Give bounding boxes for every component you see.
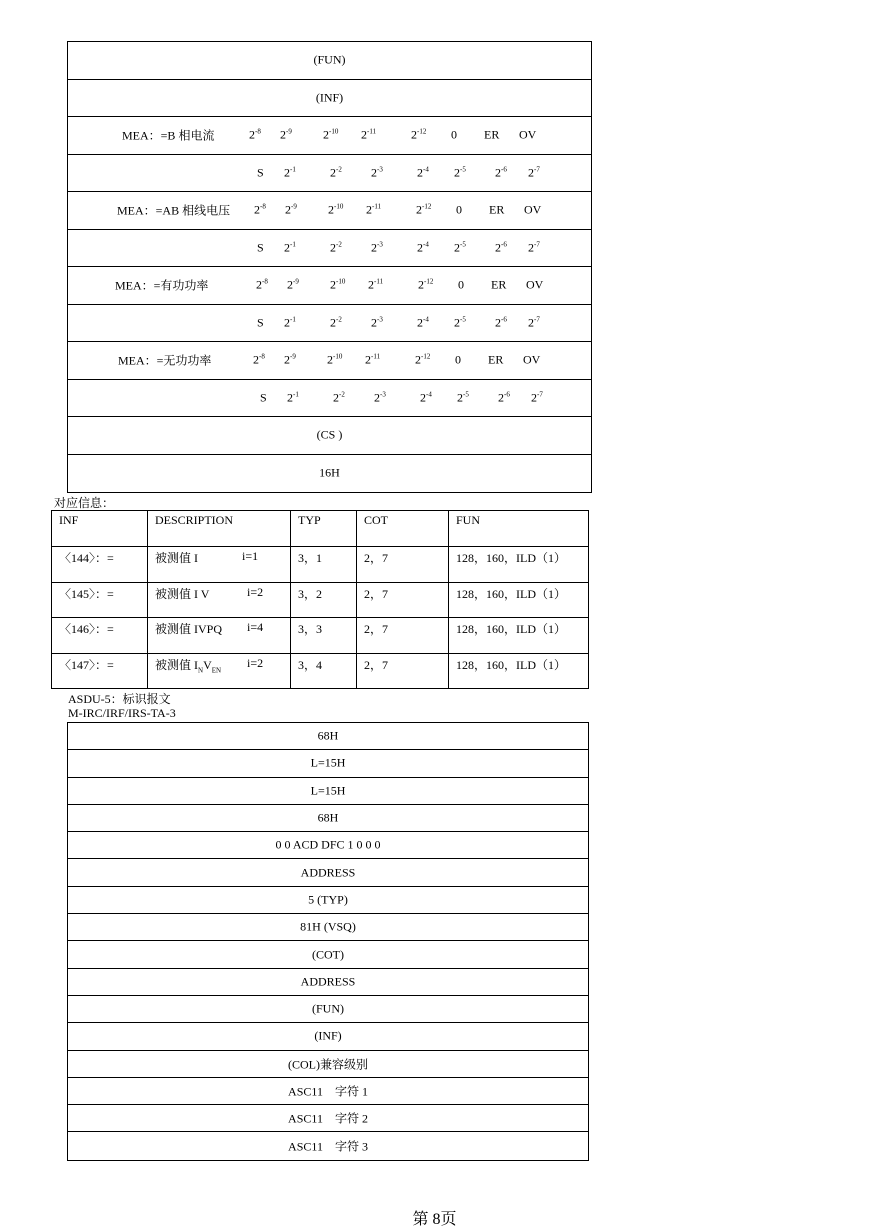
mea-ab-high-row [68, 192, 591, 230]
sign-bit: S [257, 240, 264, 255]
sign-bit: S [257, 165, 264, 180]
ascii-char-2: ASC11 字符 2 [288, 1111, 368, 1126]
frame-row-inf [68, 80, 591, 118]
bit-2e-11: $2^{-11}$ [361, 127, 377, 142]
asdu-row [68, 941, 588, 968]
measurement-frame-table [67, 41, 592, 493]
bit-2e-4: $2^{-4}$ [420, 390, 432, 405]
bit-2e-8: $2^{-8}$ [256, 277, 268, 292]
mea-p-high-row [68, 267, 591, 305]
frame-row-fun [68, 42, 591, 80]
bit-2e-2: $2^{-2}$ [333, 390, 345, 405]
header-cot: COT [364, 513, 388, 527]
bit-2e-6: $2^{-6}$ [495, 240, 507, 255]
header-fun: FUN [456, 513, 481, 527]
length-byte: L=15H [310, 755, 346, 770]
start-byte: 68H [317, 728, 339, 743]
bit-zero: 0 [458, 277, 464, 292]
bit-2e-3: $2^{-3}$ [371, 240, 383, 255]
cell-cot: 2，7 [364, 551, 389, 565]
bit-2e-6: $2^{-6}$ [495, 315, 507, 330]
bit-2e-12: $2^{-12}$ [415, 352, 431, 367]
bit-2e-9: $2^{-9}$ [280, 127, 292, 142]
bit-2e-5: $2^{-5}$ [454, 165, 466, 180]
mea-b-high-row [68, 117, 591, 155]
bit-2e-7: $2^{-7}$ [531, 390, 543, 405]
asdu-row [68, 1051, 588, 1078]
info-row-147 [52, 654, 588, 688]
cell-index: i=4 [247, 620, 264, 634]
length-byte-repeat: L=15H [310, 783, 346, 798]
bit-2e-5: $2^{-5}$ [454, 315, 466, 330]
asdu-row [68, 1078, 588, 1105]
info-row-144 [52, 547, 588, 583]
bit-2e-4: $2^{-4}$ [417, 240, 429, 255]
asdu-row [68, 887, 588, 914]
bit-2e-10: $2^{-10}$ [327, 352, 343, 367]
info-row-146 [52, 618, 588, 654]
checksum-cell: (CS ) [316, 427, 343, 442]
sign-bit: S [260, 390, 267, 405]
cell-inf: 〈146〉：= [59, 622, 114, 636]
bit-2e-11: $2^{-11}$ [365, 352, 381, 367]
ov-flag: OV [524, 202, 542, 217]
asdu-row [68, 723, 588, 750]
ov-flag: OV [523, 352, 541, 367]
start-byte-repeat: 68H [317, 810, 339, 825]
bit-2e-2: $2^{-2}$ [330, 240, 342, 255]
er-flag: ER [484, 127, 500, 142]
mea-p-label: MEA：=有功功率 [115, 278, 209, 293]
er-flag: ER [488, 352, 504, 367]
mea-q-high-row [68, 342, 591, 380]
fun-cell: (FUN) [313, 52, 346, 67]
cell-typ: 3，1 [298, 551, 323, 565]
bit-2e-1: $2^{-1}$ [284, 165, 296, 180]
ov-flag: OV [519, 127, 537, 142]
fun: (FUN) [312, 1001, 344, 1016]
ascii-char-3: ASC11 字符 3 [288, 1139, 368, 1154]
sign-bit: S [257, 315, 264, 330]
bit-2e-3: $2^{-3}$ [371, 165, 383, 180]
cell-description: 被测值 IVPQ [155, 622, 223, 636]
er-flag: ER [491, 277, 507, 292]
asdu-title: ASDU-5：标识报文 [68, 692, 171, 706]
asdu-subtitle: M-IRC/IRF/IRS-TA-3 [68, 706, 176, 720]
bit-2e-2: $2^{-2}$ [330, 165, 342, 180]
bit-zero: 0 [455, 352, 461, 367]
asdu-frame-table [67, 722, 589, 1161]
asdu-row [68, 805, 588, 832]
header-inf: INF [59, 513, 79, 527]
asdu-row [68, 1023, 588, 1050]
cell-fun: 128，160，ILD（1） [456, 622, 566, 636]
bit-2e-11: $2^{-11}$ [368, 277, 384, 292]
asdu-row [68, 996, 588, 1023]
cell-fun: 128，160，ILD（1） [456, 551, 566, 565]
cell-cot: 2，7 [364, 622, 389, 636]
asdu-row [68, 1105, 588, 1132]
cell-typ: 3，3 [298, 622, 323, 636]
bit-2e-10: $2^{-10}$ [323, 127, 339, 142]
bit-2e-7: $2^{-7}$ [528, 240, 540, 255]
inf: (INF) [314, 1028, 342, 1043]
bit-2e-9: $2^{-9}$ [284, 352, 296, 367]
asdu-row [68, 859, 588, 886]
bit-2e-7: $2^{-7}$ [528, 165, 540, 180]
cell-inf: 〈145〉：= [59, 587, 114, 601]
bit-2e-1: $2^{-1}$ [284, 315, 296, 330]
cell-typ: 3，4 [298, 658, 323, 672]
cell-cot: 2，7 [364, 587, 389, 601]
cell-description: 被测值 I V [155, 587, 210, 601]
cell-description: 被测值 $I_NV_{EN}$ [155, 658, 222, 675]
frame-row-cs [68, 417, 591, 455]
mea-b-label: MEA：=B 相电流 [122, 128, 215, 143]
bit-2e-4: $2^{-4}$ [417, 165, 429, 180]
ascii-char-1: ASC11 字符 1 [288, 1084, 368, 1099]
compatibility-level: (COL)兼容级别 [288, 1057, 368, 1072]
bit-2e-8: $2^{-8}$ [254, 202, 266, 217]
info-table [51, 510, 589, 689]
cell-inf: 〈147〉：= [59, 658, 114, 672]
mea-b-low-row [68, 155, 591, 193]
bit-2e-6: $2^{-6}$ [495, 165, 507, 180]
cell-cot: 2，7 [364, 658, 389, 672]
asdu-row [68, 832, 588, 859]
bit-2e-1: $2^{-1}$ [287, 390, 299, 405]
cell-fun: 128，160，ILD（1） [456, 587, 566, 601]
end-byte-cell: 16H [319, 465, 340, 480]
header-typ: TYP [298, 513, 321, 527]
bit-2e-12: $2^{-12}$ [416, 202, 432, 217]
asdu-row [68, 1132, 588, 1159]
inf-cell: (INF) [315, 90, 344, 105]
bit-2e-6: $2^{-6}$ [498, 390, 510, 405]
bit-2e-3: $2^{-3}$ [371, 315, 383, 330]
page-number: 第 8页 [412, 1211, 457, 1228]
bit-zero: 0 [451, 127, 457, 142]
asdu-row [68, 969, 588, 996]
bit-2e-9: $2^{-9}$ [287, 277, 299, 292]
info-row-145 [52, 583, 588, 618]
vsq: 81H (VSQ) [300, 919, 356, 934]
asdu-row [68, 778, 588, 805]
bit-zero: 0 [456, 202, 462, 217]
cell-typ: 3，2 [298, 587, 323, 601]
bit-2e-5: $2^{-5}$ [454, 240, 466, 255]
bit-2e-8: $2^{-8}$ [249, 127, 261, 142]
bit-2e-9: $2^{-9}$ [285, 202, 297, 217]
bit-2e-2: $2^{-2}$ [330, 315, 342, 330]
control-field: 0 0 ACD DFC 1 0 0 0 [275, 837, 381, 852]
cell-description: 被测值 I [155, 551, 198, 565]
ov-flag: OV [526, 277, 544, 292]
cot: (COT) [312, 947, 344, 962]
common-address: ADDRESS [300, 974, 356, 989]
link-address: ADDRESS [300, 865, 356, 880]
cell-index: i=1 [242, 549, 259, 563]
bit-2e-4: $2^{-4}$ [417, 315, 429, 330]
info-caption: 对应信息： [54, 496, 115, 510]
bit-2e-12: $2^{-12}$ [411, 127, 427, 142]
cell-fun: 128，160，ILD（1） [456, 658, 566, 672]
mea-q-label: MEA：=无功功率 [118, 353, 212, 368]
asdu-row [68, 914, 588, 941]
mea-p-low-row [68, 305, 591, 343]
header-description: DESCRIPTION [155, 513, 234, 527]
bit-2e-12: $2^{-12}$ [418, 277, 434, 292]
bit-2e-10: $2^{-10}$ [328, 202, 344, 217]
cell-index: i=2 [247, 656, 264, 670]
bit-2e-1: $2^{-1}$ [284, 240, 296, 255]
bit-2e-10: $2^{-10}$ [330, 277, 346, 292]
bit-2e-8: $2^{-8}$ [253, 352, 265, 367]
mea-q-low-row [68, 380, 591, 418]
cell-index: i=2 [247, 585, 264, 599]
bit-2e-5: $2^{-5}$ [457, 390, 469, 405]
bit-2e-3: $2^{-3}$ [374, 390, 386, 405]
mea-ab-low-row [68, 230, 591, 268]
mea-ab-label: MEA：=AB 相线电压 [117, 203, 231, 218]
bit-2e-7: $2^{-7}$ [528, 315, 540, 330]
bit-2e-11: $2^{-11}$ [366, 202, 382, 217]
type-id: 5 (TYP) [308, 892, 348, 907]
cell-inf: 〈144〉：= [59, 551, 114, 565]
frame-row-end [68, 455, 591, 493]
info-header-row [52, 511, 588, 547]
asdu-row [68, 750, 588, 777]
er-flag: ER [489, 202, 505, 217]
